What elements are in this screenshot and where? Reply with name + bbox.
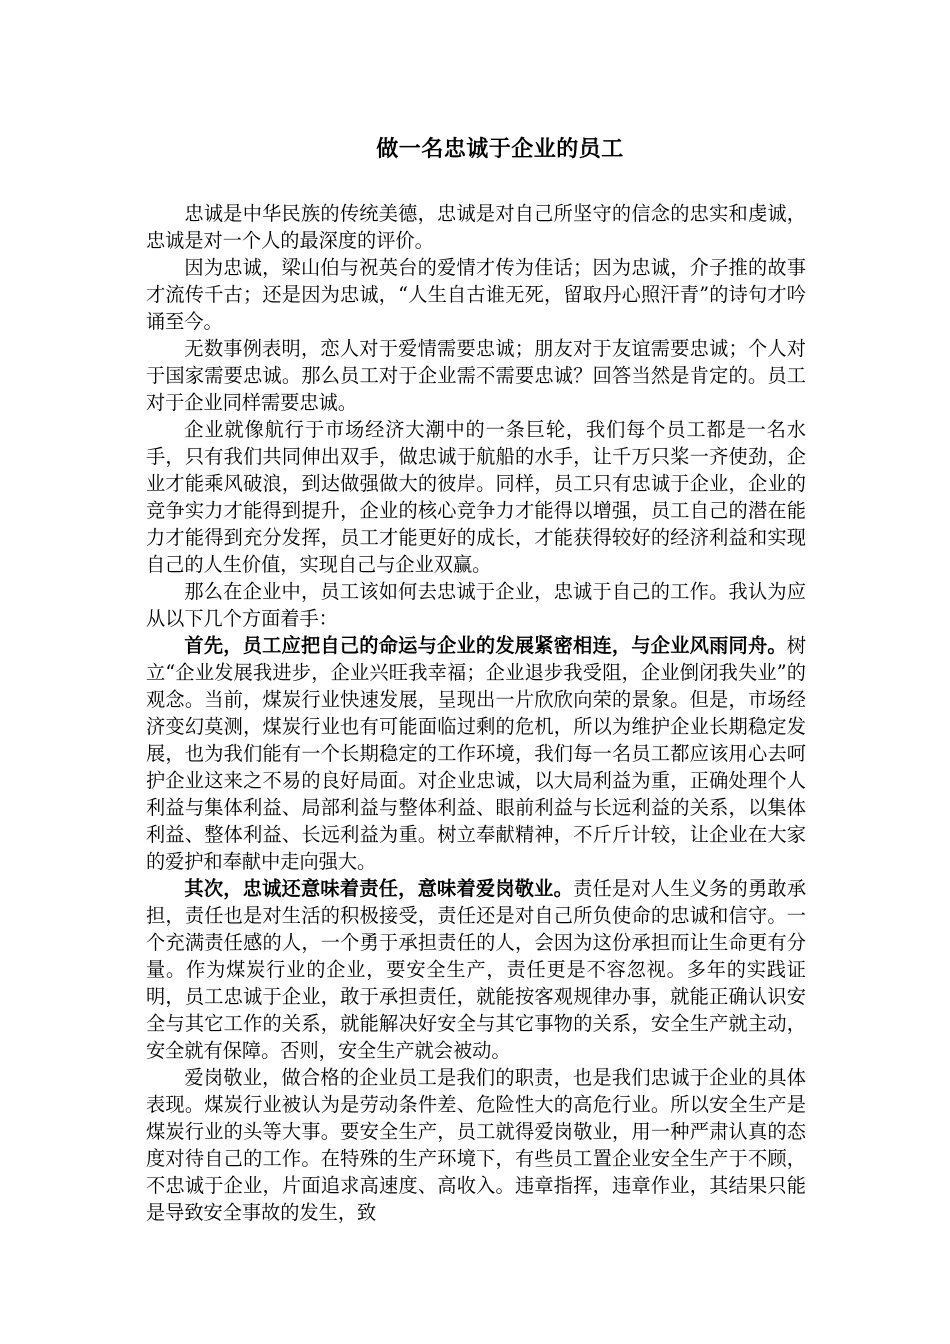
- paragraph-text: 企业就像航行于市场经济大潮中的一条巨轮，我们每个员工都是一名水手，只有我们共同伸出双手，做忠诚于航船的水手，让千万只桨一齐使劲，企业才能乘风破浪，到达做强做大的彼岸。同样，员工只有忠诚于企业，企业的竞争实力才能得到提升，企业的核心竞争力才能得以增强，员工自己的潜在能力才能得到充分发挥，员工才能更好的成长，才能获得较好的经济利益和实现自己的人生价值，实现自己与企业双赢。: [146, 418, 806, 576]
- paragraph-text: 因为忠诚，梁山伯与祝英台的爱情才传为佳话；因为忠诚，介子推的故事才流传千古；还是因为忠诚，“人生自古谁无死，留取丹心照汗青”的诗句才吟诵至今。: [146, 256, 806, 333]
- paragraph-lead-bold: 首先，员工应把自己的命运与企业的发展紧密相连，与企业风雨同舟。: [184, 634, 787, 657]
- paragraph: [146, 335, 806, 416]
- paragraph: [146, 578, 806, 632]
- paragraph: [146, 875, 806, 1064]
- document-body: [146, 200, 806, 1226]
- paragraph: [146, 200, 806, 254]
- paragraph-text: 责任是对人生义务的勇敢承担，责任也是对生活的积极接受，责任还是对自己所负使命的忠诚和信守。一个充满责任感的人，一个勇于承担责任的人，会因为这份承担而让生命更有分量。作为煤炭行业的企业，要安全生产，责任更是不容忽视。多年的实践证明，员工忠诚于企业，敢于承担责任，就能按客观规律办事，就能正确认识安全与其它工作的关系，就能解决好安全与其它事物的关系，安全生产就主动，安全就有保障。否则，安全生产就会被动。: [146, 877, 807, 1062]
- paragraph-text: 忠诚是中华民族的传统美德，忠诚是对自己所坚守的信念的忠实和虔诚，忠诚是对一个人的最深度的评价。: [146, 202, 806, 252]
- paragraph: [146, 416, 806, 578]
- paragraph-text: 无数事例表明，恋人对于爱情需要忠诚；朋友对于友谊需要忠诚；个人对于国家需要忠诚。那么员工对于企业需不需要忠诚？回答当然是肯定的。员工对于企业同样需要忠诚。: [146, 337, 806, 414]
- paragraph: [146, 632, 806, 875]
- page-title: 做一名忠诚于企业的员工: [376, 137, 624, 162]
- paragraph-lead-bold: 其次，忠诚还意味着责任，意味着爱岗敬业。: [184, 877, 574, 900]
- paragraph: [146, 1064, 806, 1226]
- paragraph-text: 那么在企业中，员工该如何去忠诚于企业，忠诚于自己的工作。我认为应从以下几个方面着手：: [146, 580, 806, 630]
- paragraph-text: 树立“企业发展我进步，企业兴旺我幸福；企业退步我受阻，企业倒闭我失业”的观念。当前，煤炭行业快速发展，呈现出一片欣欣向荣的景象。但是，市场经济变幻莫测，煤炭行业也有可能面临过剩的危机，所以为维护企业长期稳定发展，也为我们能有一个长期稳定的工作环境，我们每一名员工都应该用心去呵护企业这来之不易的良好局面。对企业忠诚，以大局利益为重，正确处理个人利益与集体利益、局部利益与整体利益、眼前利益与长远利益的关系，以集体利益、整体利益、长远利益为重。树立奉献精神，不斤斤计较，让企业在大家的爱护和奉献中走向强大。: [146, 634, 806, 873]
- paragraph-text: 爱岗敬业，做合格的企业员工是我们的职责，也是我们忠诚于企业的具体表现。煤炭行业被认为是劳动条件差、危险性大的高危行业。所以安全生产是煤炭行业的头等大事。要安全生产，员工就得爱岗敬业，用一种严肃认真的态度对待自己的工作。在特殊的生产环境下，有些员工置企业安全生产于不顾，不忠诚于企业，片面追求高速度、高收入。违章指挥，违章作业，其结果只能是导致安全事故的发生，致: [146, 1066, 806, 1224]
- paragraph: [146, 254, 806, 335]
